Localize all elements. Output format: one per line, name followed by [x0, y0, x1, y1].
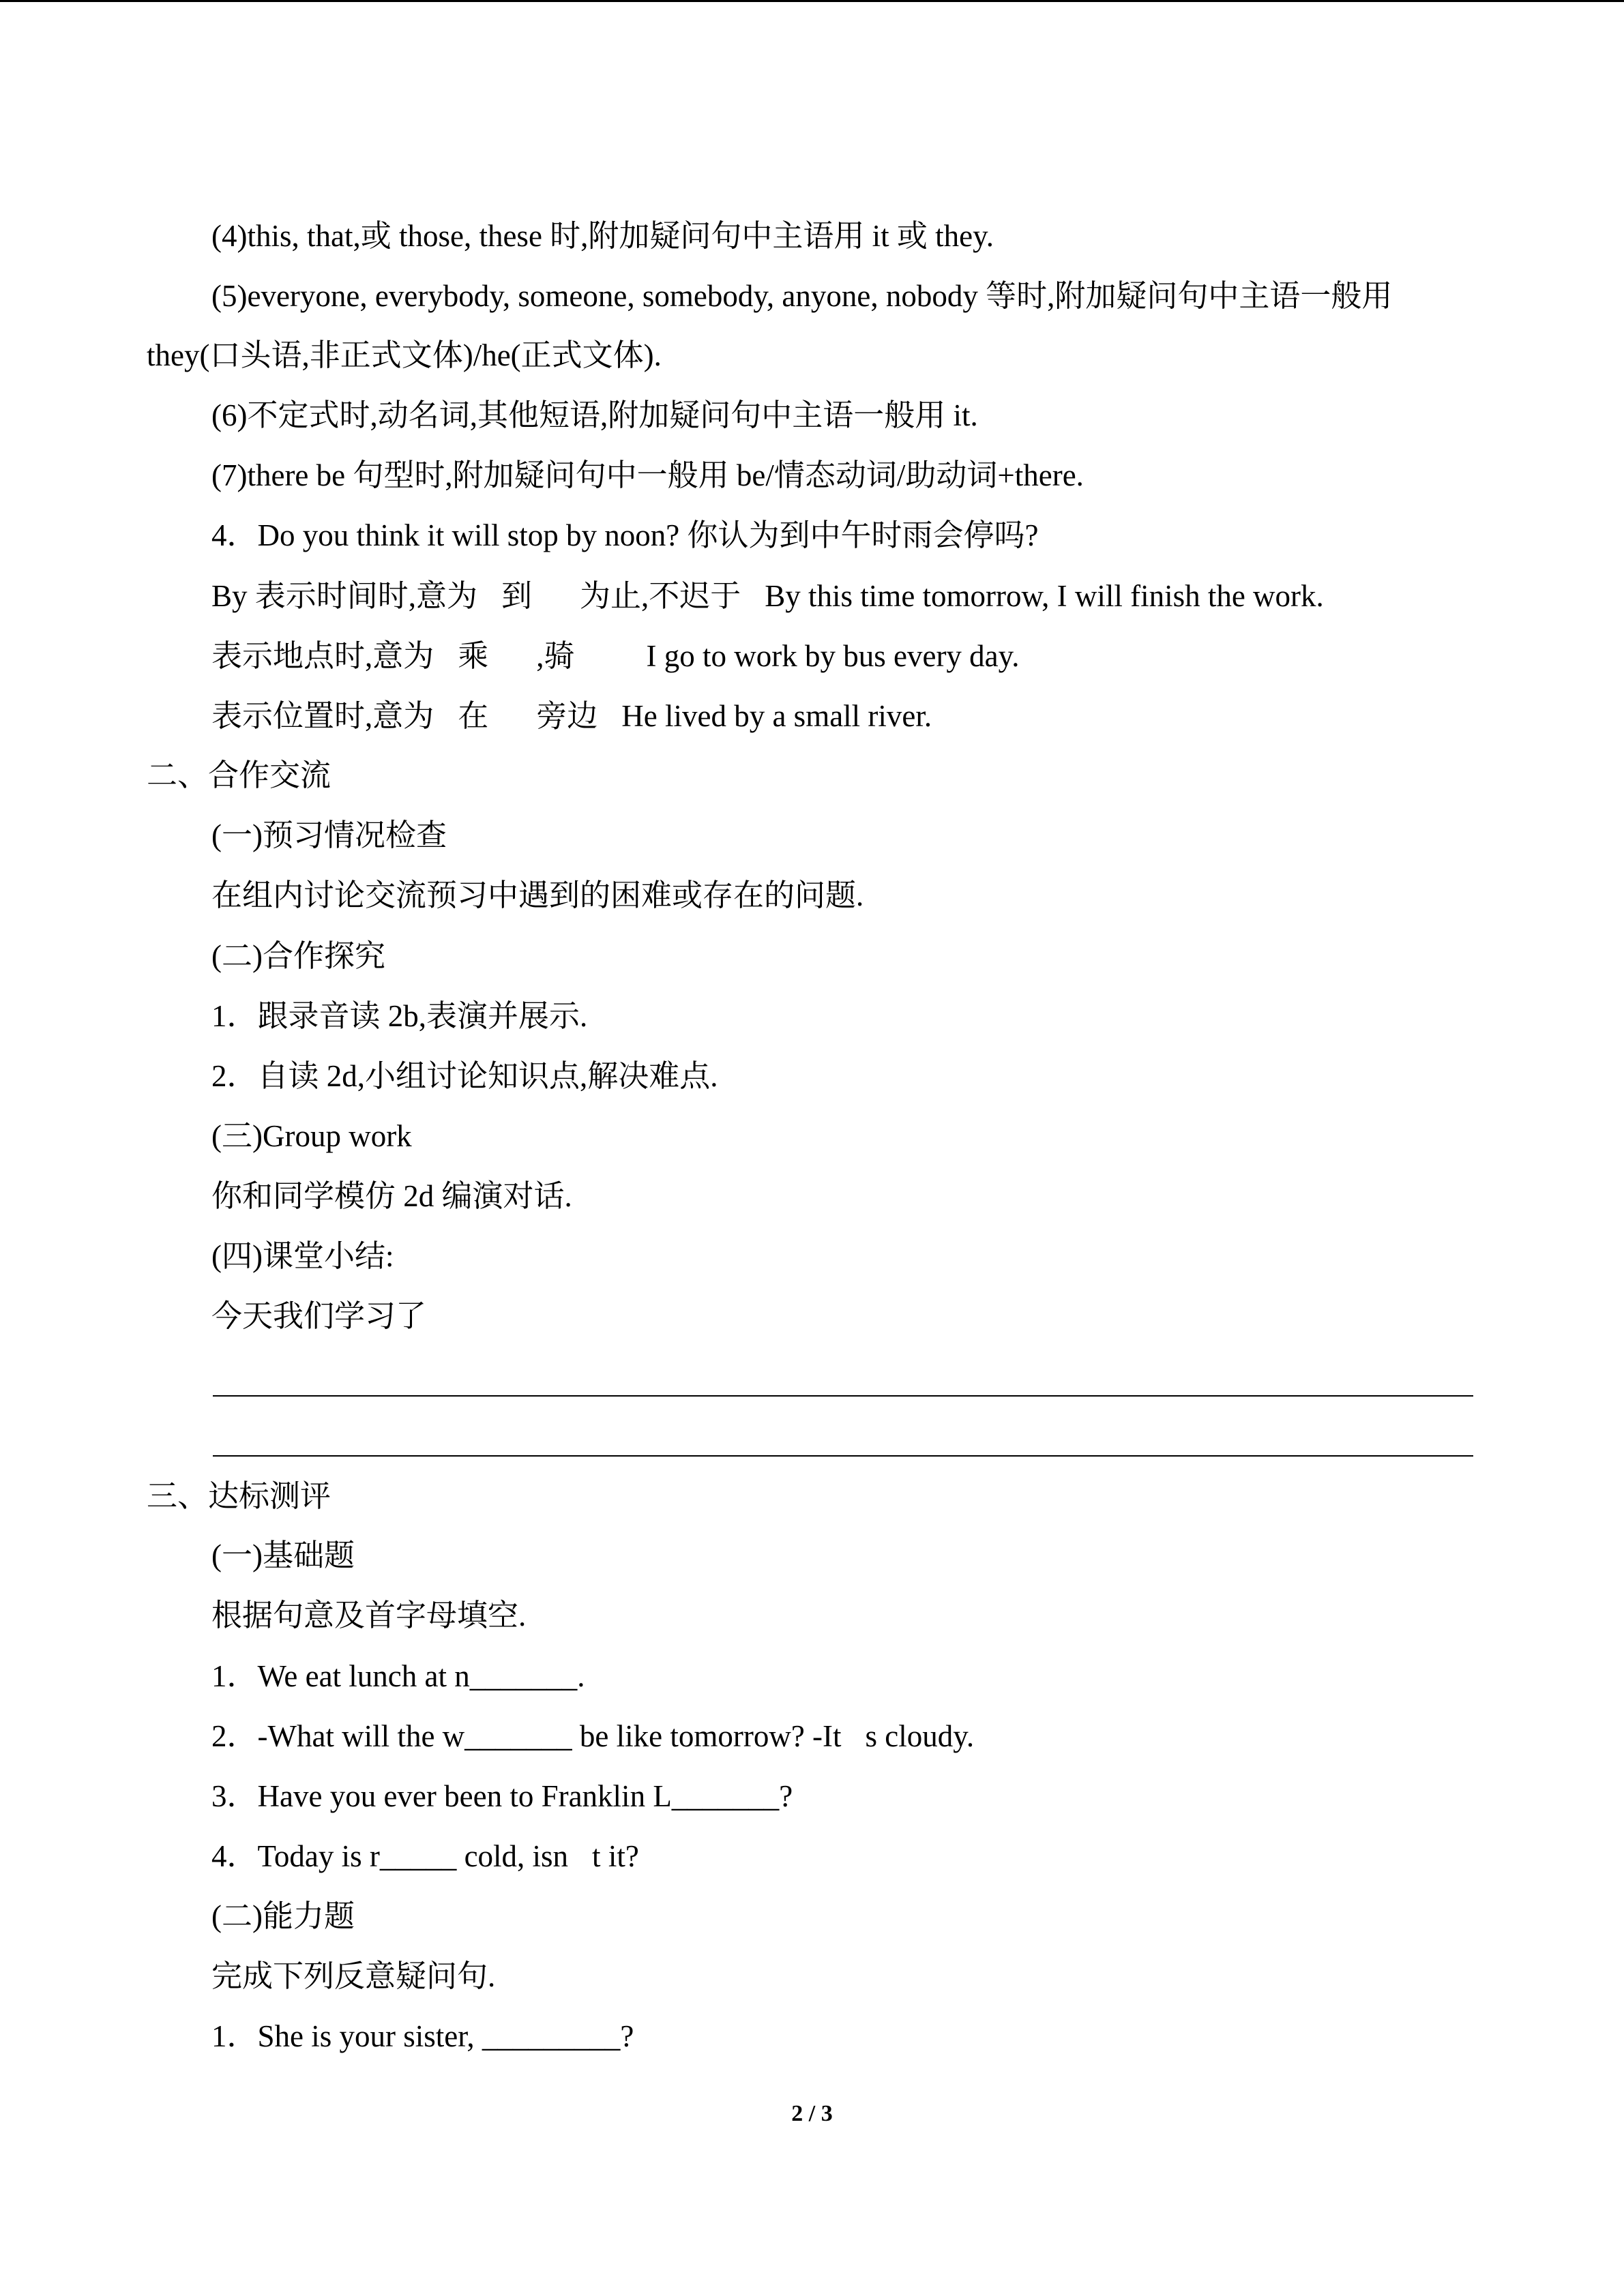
subsection-heading: (一)基础题 [211, 1538, 355, 1572]
subsection-heading: (一)预习情况检查 [211, 818, 447, 852]
text-line: 表示地点时,意为 乘  ,骑   I go to work by bus every day. [211, 639, 1020, 673]
text-line: 1．跟录音读 2b,表演并展示. [211, 999, 588, 1033]
text-line: 在组内讨论交流预习中遇到的困难或存在的问题. [211, 878, 864, 912]
text-line: (6)不定式时,动名词,其他短语,附加疑问句中主语一般用 it. [211, 398, 978, 432]
text-line: 根据句意及首字母填空. [211, 1598, 527, 1632]
exercise-item: 2．-What will the w_______ be like tomorrow? -It s cloudy. [211, 1719, 975, 1753]
text-line: 今天我们学习了 [211, 1299, 427, 1333]
exercise-item: 4．Today is r_____ cold, isn t it? [211, 1839, 639, 1873]
exercise-item: 1．We eat lunch at n_______. [211, 1659, 585, 1693]
subsection-heading: (三)Group work [211, 1119, 412, 1153]
text-line: (5)everyone, everybody, someone, somebody, anyone, nobody 等时,附加疑问句中主语一般用 [211, 279, 1393, 313]
exercise-item: 1．She is your sister, _________? [211, 2019, 634, 2053]
text-line: (4)this, that,或 those, these 时,附加疑问句中主语用 it 或 they. [211, 219, 994, 253]
text-line: 你和同学模仿 2d 编演对话. [211, 1179, 572, 1213]
subsection-heading: (二)能力题 [211, 1899, 355, 1933]
text-line: 4．Do you think it will stop by noon? 你认为到中午时雨会停吗? [211, 518, 1039, 552]
page-top-border [0, 0, 1624, 2]
section-heading: 三、达标测评 [147, 1479, 331, 1513]
page-number: 2 / 3 [791, 2101, 833, 2126]
text-line: 完成下列反意疑问句. [211, 1959, 496, 1993]
text-line: they(口头语,非正式文体)/he(正式文体). [147, 338, 662, 372]
text-line: (7)there be 句型时,附加疑问句中一般用 be/情态动词/助动词+there. [211, 458, 1084, 492]
answer-line [213, 1395, 1473, 1397]
text-line: 表示位置时,意为 在  旁边 He lived by a small river. [211, 699, 932, 733]
text-line: 2．自读 2d,小组讨论知识点,解决难点. [211, 1059, 718, 1093]
text-line: By 表示时间时,意为 到  为止,不迟于 By this time tomorrow, I will finish the work. [211, 579, 1324, 613]
answer-line [213, 1455, 1473, 1457]
section-heading: 二、合作交流 [147, 758, 331, 792]
subsection-heading: (四)课堂小结: [211, 1239, 394, 1273]
subsection-heading: (二)合作探究 [211, 939, 385, 973]
exercise-item: 3．Have you ever been to Franklin L_______? [211, 1779, 793, 1813]
